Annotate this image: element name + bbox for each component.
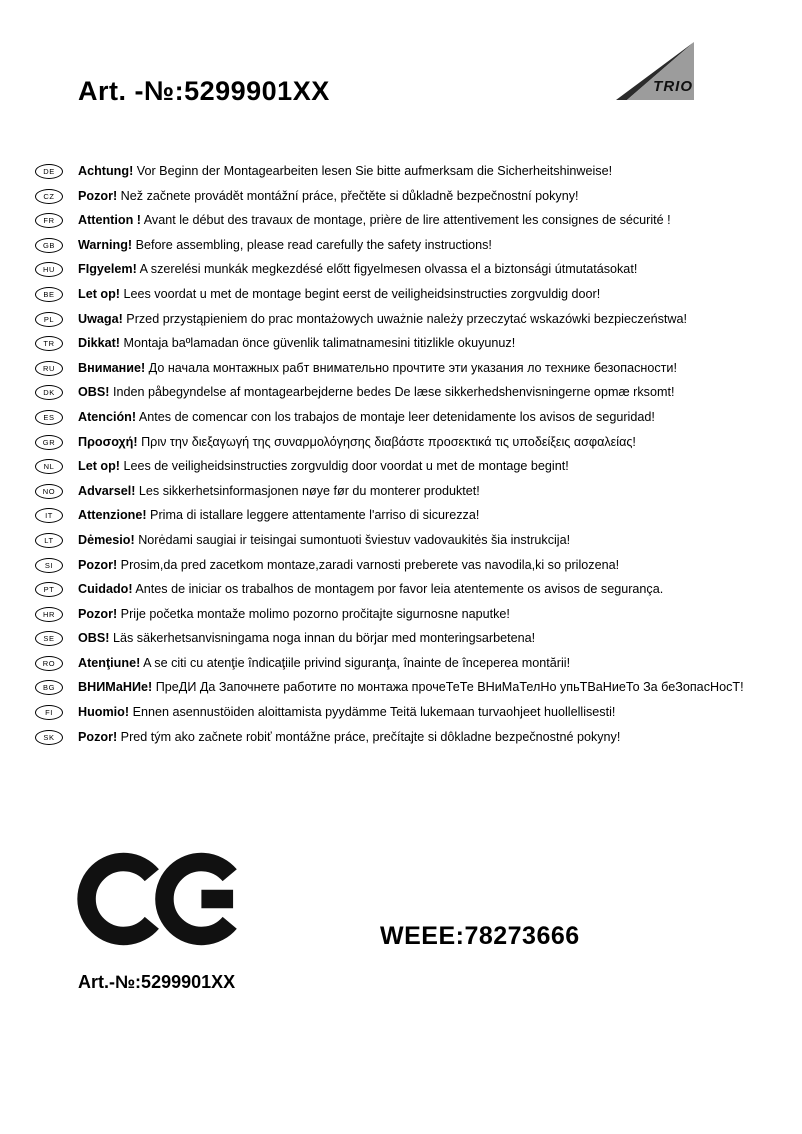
warning-row [35,163,765,179]
warning-row [35,483,765,499]
language-code: BE [43,289,55,299]
language-code: DE [43,167,55,176]
warning-message: До начала монтажных рабт внимательно прочтите эти указания ло технике безопасности! [145,360,677,375]
language-code: DK [43,388,55,398]
language-code: TR [43,339,55,349]
warning-keyword: ВНИМаНИе! [78,680,153,695]
language-badge [35,484,63,499]
language-badge [35,680,63,695]
warning-row [35,286,765,302]
language-code: PL [43,314,55,324]
warning-keyword: Uwaga! [78,311,123,326]
language-code: LT [44,535,54,545]
language-code: FR [43,216,55,226]
warning-text [78,557,619,573]
warning-text [78,237,492,253]
warning-message: Prosim,da pred zacetkom montaze,zaradi varnosti preberete vas navodila,ki so prilozena! [117,557,620,572]
warning-message: Antes de comencar con los trabajos de montaje leer detenidamente los avisos de seguridad! [136,409,655,424]
language-code: NL [43,462,55,472]
language-badge [35,705,63,720]
warning-message: A szerelési munkák megkezdésé előtt figyelmesen olvassa el a biztonsági útmutatásokat! [136,262,638,277]
warning-keyword: Dikkat! [78,336,120,351]
warning-text [78,163,612,179]
warning-list [35,163,765,753]
warning-keyword: Huomio! [78,705,130,720]
warning-keyword: Cuidado! [78,582,133,597]
warning-message: Ennen asennustöiden aloittamista pyydämme Teitä lukemaan turvaohjeet huollellisesti! [129,705,616,720]
warning-text [78,532,570,548]
warning-text [78,286,600,302]
warning-keyword: Pozor! [78,188,118,203]
language-badge [35,189,63,204]
warning-row [35,557,765,573]
language-badge [35,164,63,179]
warning-keyword: OBS! [78,631,110,646]
warning-message: Les sikkerhetsinformasjonen nøye før du monterer produktet! [135,483,480,498]
warning-text [78,434,636,450]
trio-logo-text: TRIO [653,78,693,95]
warning-text [78,729,620,745]
warning-keyword: Pozor! [78,729,118,744]
warning-message: Norėdami saugiai ir teisingai sumontuoti šviestuv vadovaukitės šia instrukcija! [134,532,571,547]
language-code: FI [45,708,53,718]
language-badge [35,508,63,523]
warning-text [78,188,579,204]
language-badge [35,607,63,622]
language-code: BG [42,683,56,693]
warning-message: ПреДИ Да Започнете работите по монтажа прочеТеТе ВНиМаТелНо упьТВаНиеТо За беЗопасНосТ! [152,680,744,695]
warning-text [78,507,479,523]
warning-keyword: Pozor! [78,606,118,621]
warning-keyword: Advarsel! [78,483,136,498]
warning-row [35,212,765,228]
warning-message: Lees voordat u met de montage begint eerst de veiligheidsinstructies zorgvuldig door! [119,286,601,301]
language-code: ES [43,412,55,422]
warning-message: Vor Beginn der Montagearbeiten lesen Sie bitte aufmerksam die Sicherheitshinweise! [133,164,613,178]
warning-row [35,655,765,671]
warning-row [35,360,765,376]
warning-message: Avant le début des travaux de montage, prière de lire attentivement les consignes de sécurité ! [140,213,671,228]
warning-text [78,581,663,597]
language-badge [35,730,63,745]
warning-row [35,507,765,523]
language-code: PT [43,585,55,595]
warning-keyword: Προσοχή! [78,434,138,449]
language-code: SI [44,560,54,570]
warning-row [35,409,765,425]
warning-text [78,704,615,720]
warning-row [35,704,765,720]
warning-text [78,679,744,695]
language-code: RO [42,658,56,668]
warning-text [78,409,655,425]
language-code: NO [42,486,56,496]
language-badge [35,287,63,302]
warning-row [35,679,765,695]
article-number-bottom: Art.-№:5299901XX [78,972,236,992]
language-badge [35,262,63,277]
article-number-top: Art. -№:5299901XX [78,76,330,106]
warning-message: Przed przystąpieniem do prac montażowych uważnie należy przeczytać wskazówki bezpieczeństwa! [122,311,687,326]
warning-message: Läs säkerhetsanvisningama noga innan du börjar med monteringsarbetena! [109,631,536,646]
warning-row [35,335,765,351]
ce-mark-icon [76,843,241,955]
warning-row [35,188,765,204]
warning-text [78,261,637,277]
warning-row [35,606,765,622]
language-badge [35,558,63,573]
warning-keyword: Atenţiune! [78,655,141,670]
warning-keyword: Atención! [78,409,137,424]
warning-text [78,335,515,351]
warning-keyword: Warning! [78,237,133,252]
warning-keyword: Pozor! [78,557,118,572]
warning-message: Πριν την διεξαγωγή της συναρμολόγησης διαβάστε προσεκτικά τις υποδείξεις ασφαλείας! [137,434,636,449]
warning-text [78,311,687,327]
warning-text [78,360,677,376]
warning-text [78,630,535,646]
warning-message: Pred tým ako začnete robiť montážne práce, prečítajte si dôkladne bezpečnostné pokyny! [117,729,621,744]
warning-keyword: Let op! [78,286,120,301]
warning-keyword: FIgyelem! [78,262,137,277]
language-badge [35,312,63,327]
language-code: GR [42,437,56,447]
warning-message: Inden påbegyndelse af montagearbejderne bedes De læse sikkerhedshenvisningerne opmæ rksomt! [109,385,675,400]
warning-keyword: OBS! [78,385,110,400]
language-badge [35,459,63,474]
warning-row [35,311,765,327]
warning-text [78,384,674,400]
warning-keyword: Внимание! [78,360,146,375]
warning-row [35,261,765,277]
warning-keyword: Dėmesio! [78,532,135,547]
language-code: HU [42,265,56,275]
warning-keyword: Achtung! [78,164,134,178]
language-code: RU [42,363,56,373]
warning-text [78,212,671,228]
language-badge [35,533,63,548]
warning-row [35,630,765,646]
language-badge [35,410,63,425]
trio-logo [616,42,694,100]
warning-row [35,434,765,450]
warning-row [35,384,765,400]
warning-keyword: Attention ! [78,213,141,228]
warning-message: Antes de iniciar os trabalhos de montagem por favor leia atentemente os avisos de segurança. [132,582,664,597]
language-code: CZ [43,191,55,201]
warning-message: Prima di istallare leggere attentamente l'arriso di sicurezza! [146,508,480,523]
warning-message: Before assembling, please read carefully the safety instructions! [132,237,492,252]
warning-row [35,581,765,597]
warning-message: Prije početka montaže molimo pozorno pročitajte sigurnosne naputke! [117,606,510,621]
warning-keyword: Attenzione! [78,508,147,523]
warning-row [35,729,765,745]
warning-message: Než začnete provádět montážní práce, přečtěte si důkladně bezpečnostní pokyny! [117,188,579,203]
language-code: SE [43,634,55,644]
language-badge [35,336,63,351]
warning-row [35,237,765,253]
language-badge [35,656,63,671]
warning-text [78,483,480,499]
warning-text [78,458,569,474]
language-code: HR [42,609,56,619]
language-code: SK [43,732,55,742]
language-badge [35,435,63,450]
warning-message: Montaja baºlamadan önce güvenlik talimatnamesini titizlikle okuyunuz! [120,336,516,351]
warning-message: Lees de veiligheidsinstructies zorgvuldig door voordat u met de montage begint! [119,459,569,474]
warning-row [35,458,765,474]
language-code: GB [42,240,56,250]
language-badge [35,213,63,228]
language-badge [35,361,63,376]
language-badge [35,631,63,646]
ce-mark [76,843,241,955]
language-code: IT [45,511,53,521]
warning-text [78,606,510,622]
language-badge [35,238,63,253]
warning-keyword: Let op! [78,459,120,474]
language-badge [35,582,63,597]
weee-number: WEEE:78273666 [380,922,580,950]
language-badge [35,385,63,400]
warning-text [78,655,570,671]
warning-message: A se citi cu atenţie îndicaţiile privind siguranţa, înainte de începerea montării! [140,655,571,670]
warning-row [35,532,765,548]
